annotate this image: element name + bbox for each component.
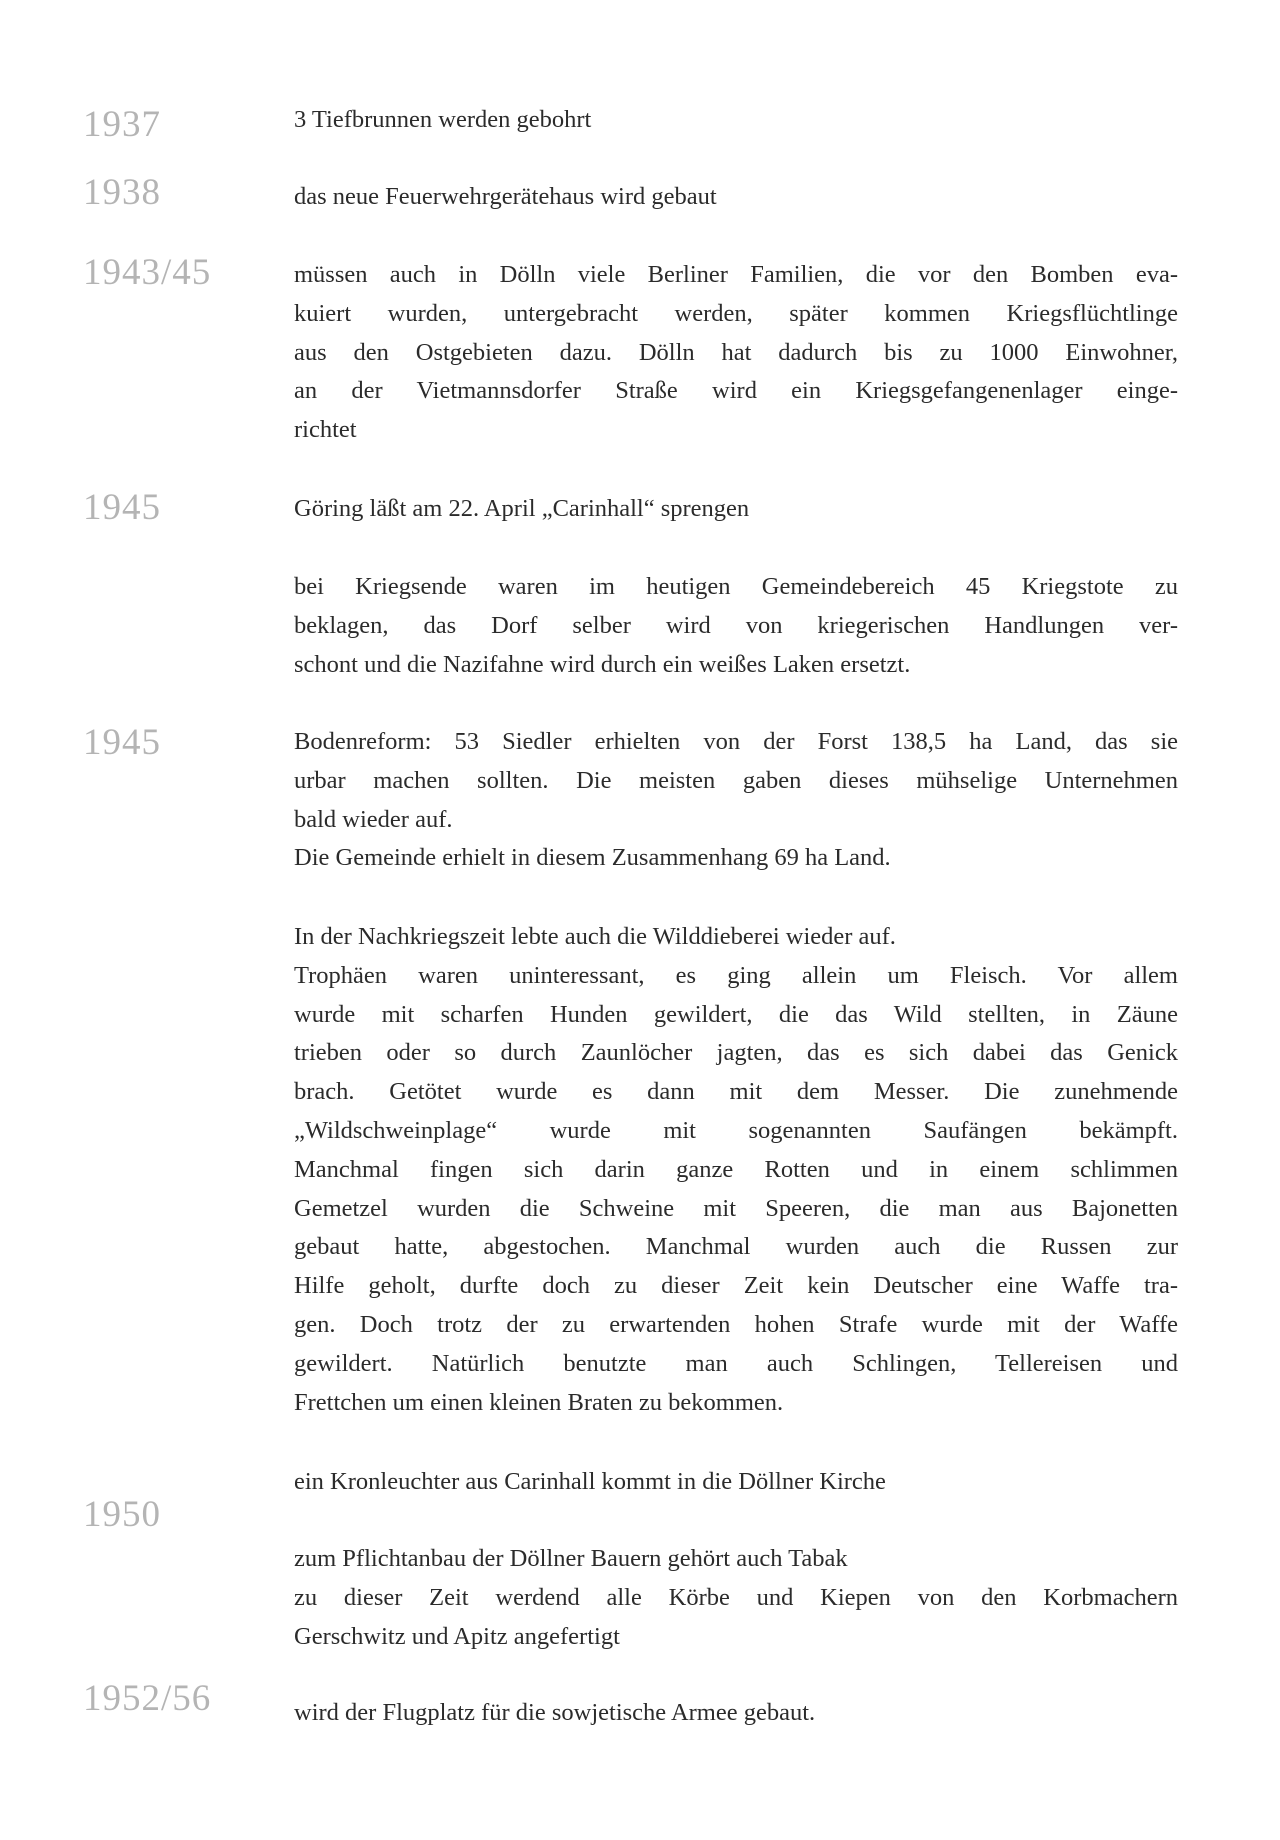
text-line: schont und die Nazifahne wird durch ein weißes Laken ersetzt. xyxy=(294,650,911,678)
text-line: Manchmal fingen sich darin ganze Rotten und in einem schlimmen xyxy=(294,1155,1178,1183)
text-line: richtet xyxy=(294,416,357,444)
text-line: das neue Feuerwehrgerätehaus wird gebaut xyxy=(294,183,717,210)
year-label: 1950 xyxy=(83,1494,161,1535)
text-line: beklagen, das Dorf selber wird von kriegerischen Handlungen ver- xyxy=(294,611,1178,639)
text-line: gen. Doch trotz der zu erwartenden hohen Strafe wurde mit der Waffe xyxy=(294,1310,1178,1338)
text-line: gebaut hatte, abgestochen. Manchmal wurden auch die Russen zur xyxy=(294,1233,1178,1261)
text-line: Trophäen waren uninteressant, es ging allein um Fleisch. Vor allem xyxy=(294,961,1178,989)
entry-text xyxy=(294,490,1178,529)
text-line: Gemetzel wurden die Schweine mit Speeren, die man aus Bajonetten xyxy=(294,1194,1178,1222)
entry-text xyxy=(294,1540,1178,1656)
text-line: Die Gemeinde erhielt in diesem Zusammenhang 69 ha Land. xyxy=(294,844,891,872)
text-line: In der Nachkriegszeit lebte auch die Wilddieberei wieder auf. xyxy=(294,923,896,950)
text-line: trieben oder so durch Zaunlöcher jagten, das es sich dabei das Genick xyxy=(294,1039,1178,1067)
text-line: bei Kriegsende waren im heutigen Gemeindebereich 45 Kriegstote zu xyxy=(294,573,1178,600)
text-line: Göring läßt am 22. April „Carinhall“ sprengen xyxy=(294,495,750,522)
entry-text xyxy=(294,256,1178,450)
year-label: 1938 xyxy=(83,172,161,213)
text-line: brach. Getötet wurde es dann mit dem Messer. Die zunehmende xyxy=(294,1078,1178,1106)
text-line: Bodenreform: 53 Siedler erhielten von der Forst 138,5 ha Land, das sie xyxy=(294,728,1178,755)
text-line: ein Kronleuchter aus Carinhall kommt in die Döllner Kirche xyxy=(294,1468,886,1495)
text-line: Hilfe geholt, durfte doch zu dieser Zeit kein Deutscher eine Waffe tra- xyxy=(294,1272,1178,1300)
entry-text xyxy=(294,178,1178,217)
text-line: aus den Ostgebieten dazu. Dölln hat dadurch bis zu 1000 Einwohner, xyxy=(294,338,1178,366)
text-line: 3 Tiefbrunnen werden gebohrt xyxy=(294,106,592,133)
text-line: an der Vietmannsdorfer Straße wird ein Kriegsgefangenenlager einge- xyxy=(294,377,1178,405)
entry-text xyxy=(294,101,1178,140)
entry-text xyxy=(294,1694,1178,1733)
entry-text xyxy=(294,723,1178,878)
text-line: Frettchen um einen kleinen Braten zu bekommen. xyxy=(294,1388,784,1416)
text-line: zum Pflichtanbau der Döllner Bauern gehört auch Tabak xyxy=(294,1545,848,1572)
text-line: kuiert wurden, untergebracht werden, später kommen Kriegsflüchtlinge xyxy=(294,299,1178,327)
text-line: Gerschwitz und Apitz angefertigt xyxy=(294,1622,620,1650)
text-line: bald wieder auf. xyxy=(294,805,453,833)
year-label: 1937 xyxy=(83,104,161,145)
year-label: 1943/45 xyxy=(83,252,212,293)
text-line: gewildert. Natürlich benutzte man auch Schlingen, Tellereisen und xyxy=(294,1349,1178,1377)
entry-text xyxy=(294,568,1178,684)
year-label: 1945 xyxy=(83,722,161,763)
text-line: wird der Flugplatz für die sowjetische Armee gebaut. xyxy=(294,1699,816,1726)
entry-text xyxy=(294,918,1178,1422)
text-line: urbar machen sollten. Die meisten gaben dieses mühselige Unternehmen xyxy=(294,766,1178,794)
year-label: 1952/56 xyxy=(83,1678,212,1719)
text-line: zu dieser Zeit werdend alle Körbe und Kiepen von den Korbmachern xyxy=(294,1583,1178,1611)
text-line: müssen auch in Dölln viele Berliner Familien, die vor den Bomben eva- xyxy=(294,261,1178,288)
year-label: 1945 xyxy=(83,487,161,528)
entry-text xyxy=(294,1463,1178,1502)
text-line: wurde mit scharfen Hunden gewildert, die das Wild stellten, in Zäune xyxy=(294,1000,1178,1028)
text-line: „Wildschweinplage“ wurde mit sogenannten Saufängen bekämpft. xyxy=(294,1116,1178,1144)
